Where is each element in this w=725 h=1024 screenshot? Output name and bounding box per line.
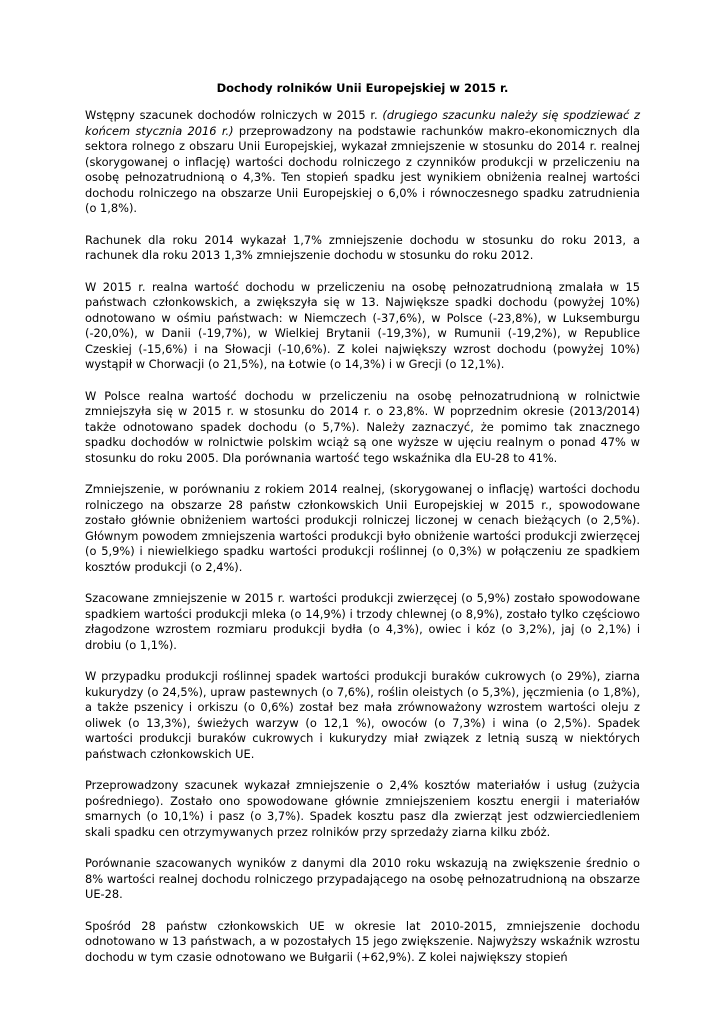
paragraph-text: Wstępny szacunek dochodów rolniczych w 2015 r. [85,108,383,122]
italic-note: (drugiego szacunku należy się spodziewać z końcem stycznia 2016 r.) [85,108,640,138]
paragraph-poland: W Polsce realna wartość dochodu w przeliczeniu na osobę pełnozatrudnioną w rolnictwie zmniejszyła się w 2015 r. w stosunku do 2014 r. o 23,8%. W poprzednim okresie (2013/2014) także odnotowano spadek dochodu (o 5,7%). Należy zaznaczyć, że pomimo tak znacznego spadku dochodów w rolnictwie polskim wciąż są one wyższe w ujęciu realnym o ponad 47% w stosunku do roku 2005. Dla porównania wartość tego wskaźnika dla EU-28 to 41%. [85,388,640,465]
paragraph-2010-2015: Spośród 28 państw członkowskich UE w okresie lat 2010-2015, zmniejszenie dochodu odnotowano w 13 państwach, a w pozostałych 15 jego zwiększenie. Najwyższy wskaźnik wzrostu dochodu w tym czasie odnotowano we Bułgarii (+62,9%). Z kolei największy stopień [85,918,640,964]
paragraph-text: przeprowadzony na podstawie rachunków makro-ekonomicznych dla sektora rolnego z obszaru Unii Europejskiej, wykazał zmniejszenie w stosunku do 2014 r. realnej (skorygowanej o inflację) wartości dochodu rolniczego z czynników produkcji w przeliczeniu na osobę pełnozatrudnioną o 4,3%. Ten stopień spadku jest wynikiem obniżenia realnej wartości dochodu rolniczego na obszarze Unii Europejskiej o 6,0% i równoczesnego spadku zatrudnienia (o 1,8%). [85,123,640,215]
paragraph-2010-comparison: Porównanie szacowanych wyników z danymi dla 2010 roku wskazują na zwiększenie średnio o 8% wartości realnej dochodu rolniczego przypadającego na osobę pełnozatrudnioną na obszarze UE-28. [85,856,640,901]
paragraph-initial-estimate [85,108,640,217]
document-title: Dochody rolników Unii Europejskiej w 2015 r. [216,81,509,95]
paragraph-animal-production: Szacowane zmniejszenie w 2015 r. wartości produkcji zwierzęcej (o 5,9%) zostało spowodowane spadkiem wartości produkcji mleka (o 14,9%) i trzody chlewnej (o 8,9%), zostało tylko częściowo złagodzone wzrostem rozmiaru produkcji bydła (o 4,3%), owiec i kóz (o 3,2%), jaj (o 2,1%) i drobiu (o 1,1%). [85,591,640,652]
paragraph-crop-production: W przypadku produkcji roślinnej spadek wartości produkcji buraków cukrowych (o 29%), ziarna kukurydzy (o 24,5%), upraw pastewnych (o 7,6%), roślin oleistych (o 5,3%), jęczmienia (o 1,8%), a także pszenicy i orkiszu (o 0,6%) został bez mała zrównoważony wzrostem wartości oleju z oliwek (o 13,3%), świeżych warzyw (o 12,1 %), owoców (o 7,3%) i wina (o 2,5%). Spadek wartości produkcji buraków cukrowych i kukurydzy miał związek z letnią suszą w niektórych państwach członkowskich UE. [85,669,640,761]
paragraph-previous-years: Rachunek dla roku 2014 wykazał 1,7% zmniejszenie dochodu w stosunku do roku 2013, a rachunek dla roku 2013 1,3% zmniejszenie dochodu w stosunku do roku 2012. [85,232,640,262]
paragraph-eu-decrease: Zmniejszenie, w porównaniu z rokiem 2014 realnej, (skorygowanej o inflację) wartości dochodu rolniczego na obszarze 28 państw członkowskich Unii Europejskiej w 2015 r., spowodowane zostało głównie obniżeniem wartości produkcji rolniczej liczonej w cenach bieżących (o 2,5%). Głównym powodem zmniejszenia wartości produkcji było obniżenie wartości produkcji zwierzęcej (o 5,9%) i niewielkiego spadku wartości produkcji roślinnej (o 0,3%) w połączeniu ze spadkiem kosztów produkcji (o 2,4%). [85,482,640,574]
paragraph-member-states: W 2015 r. realna wartość dochodu w przeliczeniu na osobę pełnozatrudnioną zmalała w 15 państwach członkowskich, a zwiększyła się w 13. Największe spadki dochodu (powyżej 10%) odnotowano w ośmiu państwach: w Niemczech (-37,6%), w Polsce (-23,8%), w Luksemburgu (-20,0%), w Danii (-19,7%), w Wielkiej Brytanii (-19,3%), w Rumunii (-19,2%), w Republice Czeskiej (-15,6%) i na Słowacji (-10,6%). Z kolei największy wzrost dochodu (powyżej 10%) wystąpił w Chorwacji (o 21,5%), na Łotwie (o 14,3%) i w Grecji (o 12,1%). [85,279,640,371]
paragraph-costs: Przeprowadzony szacunek wykazał zmniejszenie o 2,4% kosztów materiałów i usług (zużycia pośredniego). Zostało ono spowodowane głównie zmniejszeniem kosztu energii i materiałów smarnych (o 10,1%) i pasz (o 3,7%). Spadek kosztu pasz dla zwierząt jest odzwierciedleniem skali spadku cen otrzymywanych przez rolników przy sprzedaży ziarna kilku zbóż. [85,778,640,839]
document-page [85,80,640,981]
